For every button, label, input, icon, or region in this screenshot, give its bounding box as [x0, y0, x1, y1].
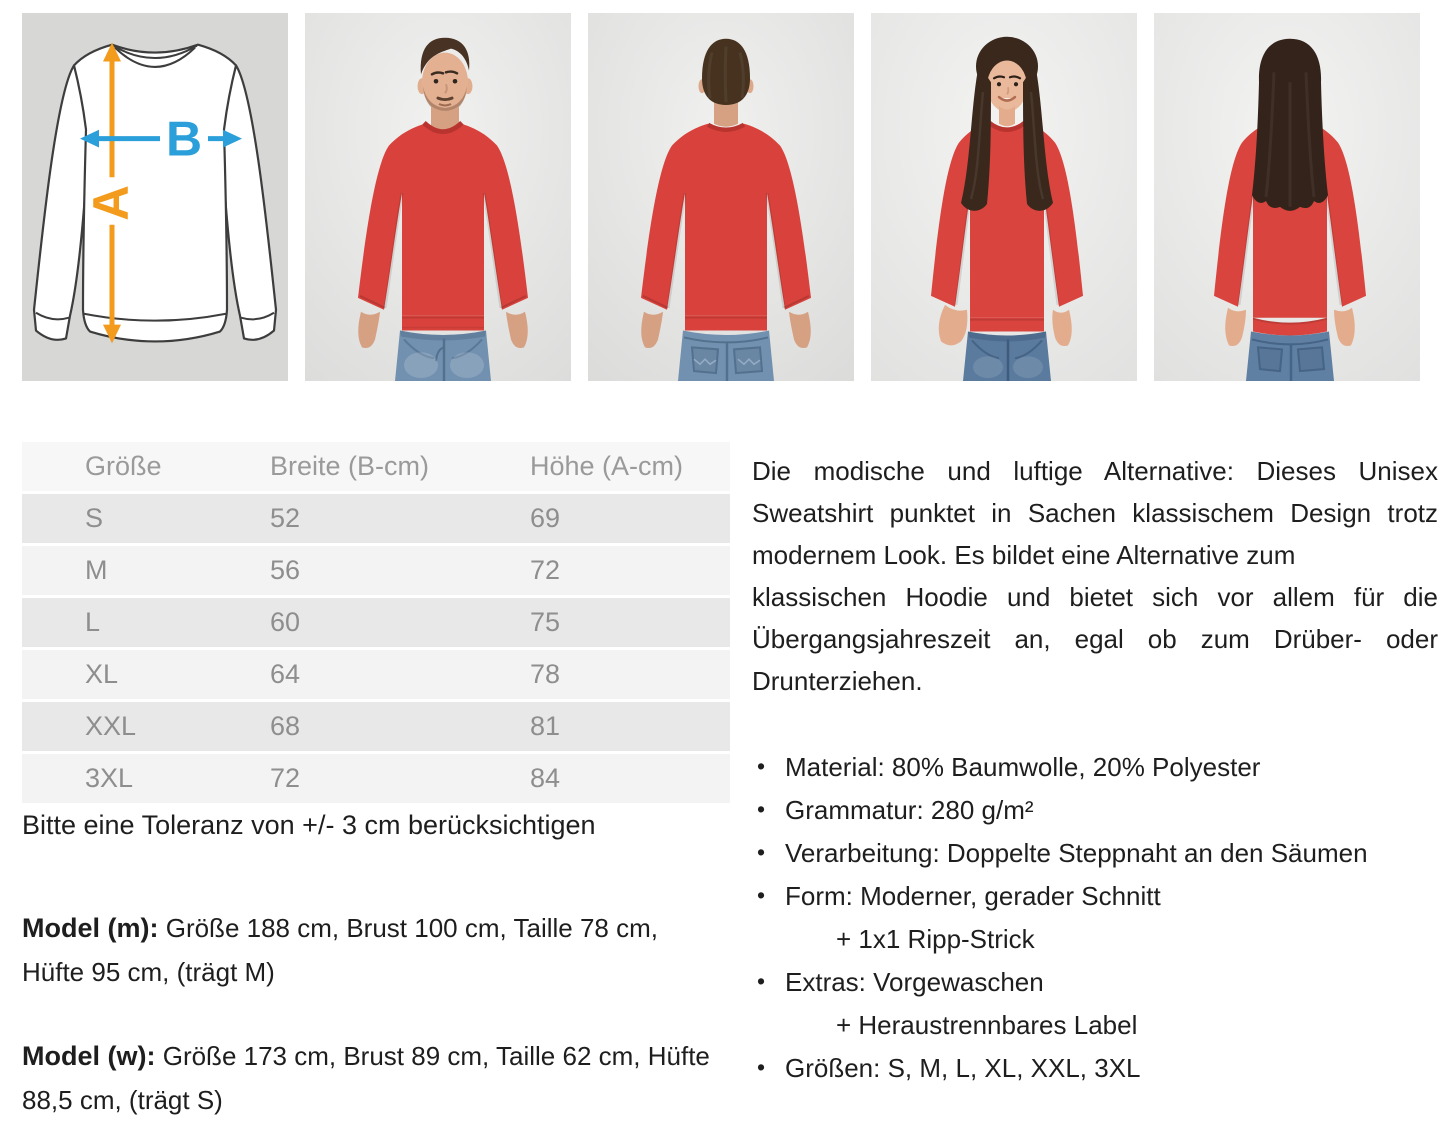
feature-text: Material: 80% Baumwolle, 20% Polyester: [785, 752, 1261, 782]
bullet-icon: •: [757, 1054, 766, 1080]
model-male-info: [22, 906, 724, 994]
col-header-height: Höhe (A-cm): [530, 451, 684, 481]
feature-text: Extras: Vorgewaschen: [785, 967, 1044, 997]
table-row-3xl: [22, 754, 730, 806]
table-row-s: [22, 494, 730, 546]
feature-text: + Heraustrennbares Label: [836, 1010, 1138, 1040]
cell-height: 69: [530, 503, 561, 533]
model-female-info: [22, 1034, 724, 1122]
cell-size: XL: [85, 659, 119, 689]
cell-size: XXL: [85, 711, 137, 741]
feature-subitem-label: [752, 1004, 1438, 1047]
description-line: Drunterziehen.: [752, 666, 923, 696]
cell-height: 84: [530, 763, 561, 793]
tolerance-note: Bitte eine Toleranz von +/- 3 cm berücksichtigen: [22, 810, 596, 840]
size-table-header-row: [22, 442, 730, 494]
photo-model-female-back: [1154, 13, 1420, 381]
description-line: Sweatshirt punktet in Sachen klassischem Design trotz: [752, 498, 1438, 528]
photo-model-female-front: [871, 13, 1137, 381]
cell-size: 3XL: [85, 763, 134, 793]
photo-model-male-front: [305, 13, 571, 381]
cell-height: 81: [530, 711, 561, 741]
bullet-icon: •: [757, 839, 766, 865]
feature-item-groessen: [752, 1047, 1438, 1090]
cell-width: 52: [270, 503, 301, 533]
cell-width: 60: [270, 607, 301, 637]
cell-width: 56: [270, 555, 301, 585]
cell-height: 72: [530, 555, 561, 585]
model-male-details: Größe 188 cm, Brust 100 cm, Taille 78 cm, Hüfte 95 cm, (trägt M): [22, 913, 658, 987]
cell-width: 68: [270, 711, 301, 741]
feature-text: Grammatur: 280 g/m²: [785, 795, 1034, 825]
feature-item-grammatur: [752, 789, 1438, 832]
description-line: klassischen Hoodie und bietet sich vor allem für die: [752, 582, 1438, 612]
sweatshirt-outline: [34, 45, 276, 342]
table-row-xxl: [22, 702, 730, 754]
feature-text: + 1x1 Ripp-Strick: [836, 924, 1035, 954]
cell-size: L: [85, 607, 101, 637]
cell-size: S: [85, 503, 104, 533]
product-gallery: [22, 13, 1420, 381]
model-female-label: Model (w):: [22, 1041, 156, 1071]
product-description: [752, 450, 1438, 1090]
photo-model-male-back: [588, 13, 854, 381]
size-table: [22, 442, 730, 806]
feature-list: [752, 746, 1438, 1090]
feature-subitem-ripp-strick: [752, 918, 1438, 961]
feature-item-material: [752, 746, 1438, 789]
feature-item-extras: [752, 961, 1438, 1004]
cell-size: M: [85, 555, 108, 585]
table-row-l: [22, 598, 730, 650]
model-male-label: Model (m):: [22, 913, 159, 943]
bullet-icon: •: [757, 968, 766, 994]
sweatshirt-diagram-icon: [22, 13, 288, 381]
cell-width: 64: [270, 659, 301, 689]
model-female-details: Größe 173 cm, Brust 89 cm, Taille 62 cm, Hüfte 88,5 cm, (trägt S): [22, 1041, 710, 1115]
cell-height: 78: [530, 659, 561, 689]
width-label-b: B: [165, 110, 203, 167]
col-header-width: Breite (B-cm): [270, 451, 430, 481]
table-row-m: [22, 546, 730, 598]
col-header-size: Größe: [85, 451, 162, 481]
description-line: Die modische und luftige Alternative: Dieses Unisex: [752, 456, 1438, 486]
bullet-icon: •: [757, 796, 766, 822]
feature-text: Verarbeitung: Doppelte Steppnaht an den Säumen: [785, 838, 1368, 868]
feature-item-form: [752, 875, 1438, 918]
feature-text: Form: Moderner, gerader Schnitt: [785, 881, 1161, 911]
height-label-a: A: [82, 185, 140, 221]
cell-height: 75: [530, 607, 561, 637]
cell-width: 72: [270, 763, 301, 793]
feature-item-verarbeitung: [752, 832, 1438, 875]
size-measurement-diagram: [22, 13, 288, 381]
bullet-icon: •: [757, 753, 766, 779]
description-paragraph: [752, 450, 1438, 702]
description-line: Übergangsjahreszeit an, egal ob zum Drüber- oder: [752, 624, 1438, 654]
table-row-xl: [22, 650, 730, 702]
feature-text: Größen: S, M, L, XL, XXL, 3XL: [785, 1053, 1141, 1083]
description-line: modernem Look. Es bildet eine Alternative zum: [752, 540, 1296, 570]
bullet-icon: •: [757, 882, 766, 908]
